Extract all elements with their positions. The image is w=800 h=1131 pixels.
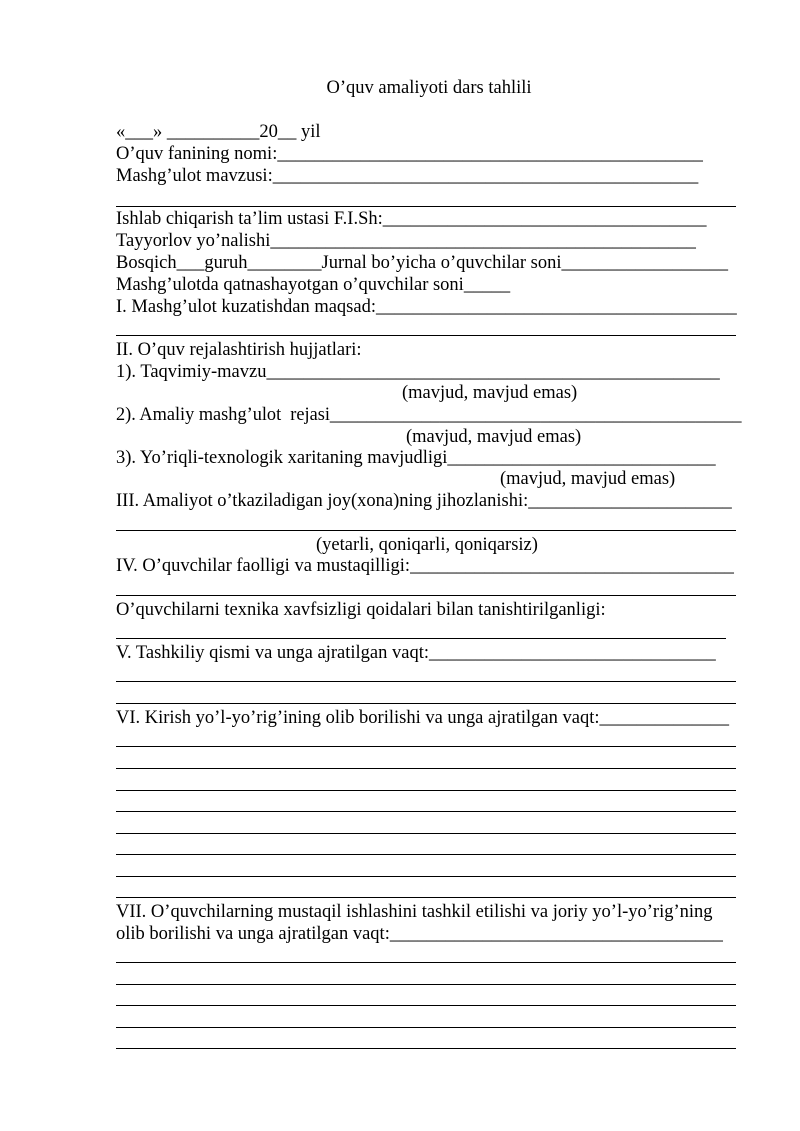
master-name-line: Ishlab chiqarish ta’lim ustasi F.I.Sh:___________________________________ bbox=[116, 209, 707, 229]
training-direction-line: Tayyorlov yo’nalishi______________________________________________ bbox=[116, 231, 696, 251]
calendar-plan-note: (mavjud, mavjud emas) bbox=[402, 383, 578, 403]
practical-plan-note: (mavjud, mavjud emas) bbox=[406, 427, 582, 447]
safety-rules-line: O’quvchilarni texnika xavfsizligi qoidalari bilan tanishtirilganligi: bbox=[116, 600, 606, 620]
blank-rule bbox=[116, 811, 736, 812]
section-6-line: VI. Kirish yo’l-yo’rig’ining olib borilishi va unga ajratilgan vaqt:______________ bbox=[116, 708, 729, 728]
blank-rule bbox=[116, 595, 736, 596]
blank-rule bbox=[116, 530, 736, 531]
section-2-heading: II. O’quv rejalashtirish hujjatlari: bbox=[116, 340, 362, 360]
calendar-plan-line: 1). Taqvimiy-mavzu_________________________________________________ bbox=[116, 362, 720, 382]
stage-group-line: Bosqich___guruh________Jurnal bo’yicha o’quvchilar soni__________________ bbox=[116, 253, 728, 273]
blank-rule bbox=[116, 790, 736, 791]
lesson-topic-line: Mashg’ulot mavzusi:______________________________________________ bbox=[116, 166, 699, 186]
blank-rule bbox=[116, 638, 726, 639]
blank-rule bbox=[116, 876, 736, 877]
blank-rule bbox=[116, 1048, 736, 1049]
blank-rule bbox=[116, 335, 736, 336]
section-4-line: IV. O’quvchilar faolligi va mustaqilligi:___________________________________ bbox=[116, 556, 734, 576]
practical-plan-line: 2). Amaliy mashg’ulot rejasi_____________________________________________ bbox=[116, 405, 742, 425]
document-title: O’quv amaliyoti dars tahlili bbox=[326, 78, 532, 98]
section-1-line: I. Mashg’ulot kuzatishdan maqsad:_______________________________________ bbox=[116, 297, 737, 317]
blank-rule bbox=[116, 681, 736, 682]
date-line: «___» __________20__ yil bbox=[116, 122, 321, 142]
section-3-line: III. Amaliyot o’tkaziladigan joy(xona)ning jihozlanishi:______________________ bbox=[116, 491, 732, 511]
blank-rule bbox=[116, 897, 736, 898]
blank-rule bbox=[116, 1005, 736, 1006]
blank-rule bbox=[116, 768, 736, 769]
blank-rule bbox=[116, 962, 736, 963]
attending-students-line: Mashg’ulotda qatnashayotgan o’quvchilar soni_____ bbox=[116, 275, 511, 295]
blank-rule bbox=[116, 854, 736, 855]
blank-rule bbox=[116, 984, 736, 985]
blank-rule bbox=[116, 1027, 736, 1028]
blank-rule bbox=[116, 833, 736, 834]
blank-rule bbox=[116, 703, 736, 704]
blank-rule bbox=[116, 746, 736, 747]
section-7-line-1: VII. O’quvchilarning mustaqil ishlashini tashkil etilishi va joriy yo’l-yo’rig’ning bbox=[116, 902, 713, 922]
equipment-note: (yetarli, qoniqarli, qoniqarsiz) bbox=[316, 535, 538, 555]
tech-map-line: 3). Yo’riqli-texnologik xaritaning mavjudligi_____________________________ bbox=[116, 448, 716, 468]
subject-name-line: O’quv fanining nomi:______________________________________________ bbox=[116, 144, 703, 164]
tech-map-note: (mavjud, mavjud emas) bbox=[500, 469, 676, 489]
section-5-line: V. Tashkiliy qismi va unga ajratilgan vaqt:_______________________________ bbox=[116, 643, 716, 663]
section-7-line-2: olib borilishi va unga ajratilgan vaqt:____________________________________ bbox=[116, 924, 723, 944]
